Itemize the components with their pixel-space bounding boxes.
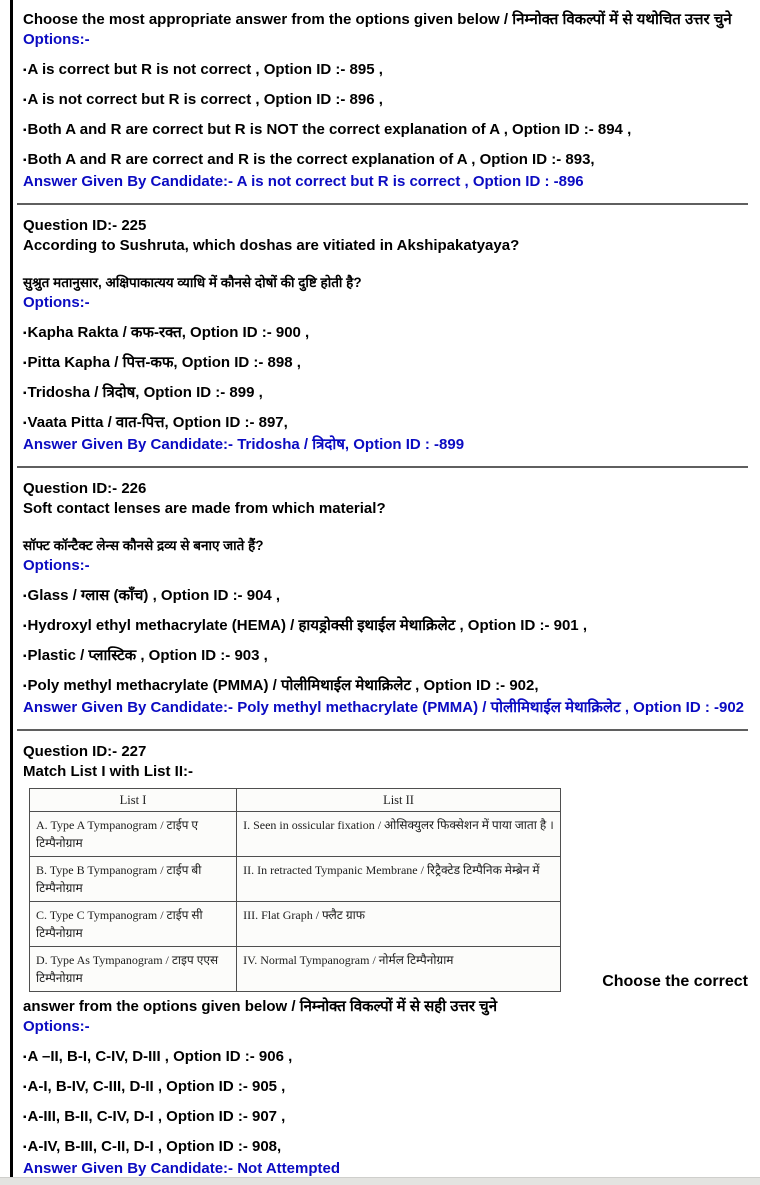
option-text: Poly methyl methacrylate (PMMA) / पोलीमिथाईल मेथाक्रिलेट , Option ID :- 902, bbox=[27, 677, 539, 694]
option-item bbox=[23, 121, 750, 140]
bullet-square-icon: ▪ bbox=[23, 418, 27, 429]
bullet-square-icon: ▪ bbox=[23, 591, 27, 602]
option-item bbox=[23, 647, 750, 666]
question-text-en: According to Sushruta, which doshas are vitiated in Akshipakatyaya? bbox=[23, 237, 520, 254]
question-block-224 bbox=[23, 9, 750, 192]
question-divider bbox=[17, 466, 748, 468]
options-label: Options:- bbox=[23, 557, 90, 574]
option-item bbox=[23, 324, 750, 343]
table-header-row bbox=[30, 789, 561, 812]
option-item bbox=[23, 151, 750, 170]
question-id: Question ID:- 227 bbox=[23, 743, 147, 760]
table-row bbox=[30, 947, 561, 992]
option-text: Pitta Kapha / पित्त-कफ, Option ID :- 898 , bbox=[27, 354, 301, 371]
option-text: Hydroxyl ethyl methacrylate (HEMA) / हायड्रोक्सी इथाईल मेथाक्रिलेट , Option ID :- 901 , bbox=[27, 617, 587, 634]
candidate-answer: Answer Given By Candidate:- Not Attempted bbox=[23, 1160, 340, 1177]
question-block-225 bbox=[23, 216, 750, 455]
bullet-square-icon: ▪ bbox=[23, 681, 27, 692]
bullet-square-icon: ▪ bbox=[23, 95, 27, 106]
option-text: A-IV, B-III, C-II, D-I , Option ID :- 908, bbox=[27, 1138, 282, 1155]
table-cell: C. Type C Tympanogram / टाईप सी टिम्पैनोग्राम bbox=[30, 902, 237, 947]
option-text: Glass / ग्लास (काँच) , Option ID :- 904 , bbox=[27, 587, 281, 604]
question-prompt: Choose the most appropriate answer from the options given below / निम्नोक्त विकल्पों में से यथोचित उत्तर चुने bbox=[23, 11, 732, 28]
bullet-square-icon: ▪ bbox=[23, 358, 27, 369]
question-id: Question ID:- 226 bbox=[23, 480, 147, 497]
bullet-square-icon: ▪ bbox=[23, 651, 27, 662]
bullet-square-icon: ▪ bbox=[23, 155, 27, 166]
option-item bbox=[23, 1138, 750, 1157]
option-text: A-III, B-II, C-IV, D-I , Option ID :- 907 , bbox=[27, 1108, 286, 1125]
option-text: A –II, B-I, C-IV, D-III , Option ID :- 906 , bbox=[27, 1048, 293, 1065]
match-table-row-wrap bbox=[23, 788, 750, 992]
option-text: Both A and R are correct and R is the correct explanation of A , Option ID :- 893, bbox=[27, 151, 595, 168]
options-label: Options:- bbox=[23, 294, 90, 311]
table-header-list1: List I bbox=[30, 789, 237, 812]
option-text: A is correct but R is not correct , Option ID :- 895 , bbox=[27, 61, 383, 78]
table-cell: III. Flat Graph / फ्लैट ग्राफ bbox=[237, 902, 561, 947]
question-divider bbox=[17, 203, 748, 205]
option-item bbox=[23, 414, 750, 433]
option-item bbox=[23, 354, 750, 373]
option-item bbox=[23, 1048, 750, 1067]
question-block-226 bbox=[23, 479, 750, 718]
option-text: Both A and R are correct but R is NOT the correct explanation of A , Option ID :- 894 , bbox=[27, 121, 632, 138]
options-label: Options:- bbox=[23, 31, 90, 48]
option-item bbox=[23, 61, 750, 80]
question-id: Question ID:- 225 bbox=[23, 217, 147, 234]
option-item bbox=[23, 1078, 750, 1097]
bullet-square-icon: ▪ bbox=[23, 1052, 27, 1063]
table-row bbox=[30, 857, 561, 902]
bullet-square-icon: ▪ bbox=[23, 65, 27, 76]
bullet-square-icon: ▪ bbox=[23, 125, 27, 136]
candidate-answer: Answer Given By Candidate:- Poly methyl methacrylate (PMMA) / पोलीमिथाईल मेथाक्रिलेट , Option ID : -902 bbox=[23, 699, 745, 716]
option-item bbox=[23, 617, 750, 636]
option-item bbox=[23, 384, 750, 403]
option-item bbox=[23, 677, 750, 696]
table-row bbox=[30, 812, 561, 857]
candidate-answer: Answer Given By Candidate:- Tridosha / त्रिदोष, Option ID : -899 bbox=[23, 436, 465, 453]
option-item bbox=[23, 587, 750, 606]
choose-correct-text: Choose the correct bbox=[602, 973, 748, 990]
options-label: Options:- bbox=[23, 1018, 90, 1035]
bullet-square-icon: ▪ bbox=[23, 1082, 27, 1093]
option-text: Vaata Pitta / वात-पित्त, Option ID :- 897, bbox=[27, 414, 288, 431]
option-text: A is not correct but R is correct , Option ID :- 896 , bbox=[27, 91, 383, 108]
table-cell: B. Type B Tympanogram / टाईप बी टिम्पैनोग्राम bbox=[30, 857, 237, 902]
question-text-hi: सुश्रुत मतानुसार, अक्षिपाकात्यय व्याधि में कौनसे दोषों की दुष्टि होती है? bbox=[23, 275, 362, 290]
question-text-hi: सॉफ्ट कॉन्टैक्ट लेन्स कौनसे द्रव्य से बनाए जाते हैं? bbox=[23, 538, 264, 553]
table-row bbox=[30, 902, 561, 947]
question-text-en: Soft contact lenses are made from which material? bbox=[23, 500, 386, 517]
table-cell: I. Seen in ossicular fixation / ओसिक्युलर फिक्सेशन में पाया जाता है । bbox=[237, 812, 561, 857]
table-cell: A. Type A Tympanogram / टाईप ए टिम्पैनोग्राम bbox=[30, 812, 237, 857]
option-text: Kapha Rakta / कफ-रक्त, Option ID :- 900 , bbox=[27, 324, 310, 341]
option-text: A-I, B-IV, C-III, D-II , Option ID :- 905 , bbox=[27, 1078, 286, 1095]
question-text-en: Match List I with List II:- bbox=[23, 763, 193, 780]
question-prompt-tail: answer from the options given below / निम्नोक्त विकल्पों में से सही उत्तर चुने bbox=[23, 998, 498, 1015]
option-item bbox=[23, 91, 750, 110]
question-block-227 bbox=[23, 742, 750, 1179]
bullet-square-icon: ▪ bbox=[23, 388, 27, 399]
table-cell: II. In retracted Tympanic Membrane / रिट्रैक्टेड टिम्पैनिक मेम्ब्रेन में bbox=[237, 857, 561, 902]
response-sheet-content bbox=[13, 0, 760, 1179]
candidate-answer: Answer Given By Candidate:- A is not correct but R is correct , Option ID : -896 bbox=[23, 173, 584, 190]
question-divider bbox=[17, 729, 748, 731]
table-cell: D. Type As Tympanogram / टाइप एएस टिम्पैनोग्राम bbox=[30, 947, 237, 992]
bullet-square-icon: ▪ bbox=[23, 1112, 27, 1123]
bullet-square-icon: ▪ bbox=[23, 621, 27, 632]
option-item bbox=[23, 1108, 750, 1127]
option-text: Tridosha / त्रिदोष, Option ID :- 899 , bbox=[27, 384, 263, 401]
bullet-square-icon: ▪ bbox=[23, 328, 27, 339]
table-cell: IV. Normal Tympanogram / नोर्मल टिम्पैनोग्राम bbox=[237, 947, 561, 992]
option-text: Plastic / प्लास्टिक , Option ID :- 903 , bbox=[27, 647, 268, 664]
bottom-page-strip bbox=[0, 1177, 760, 1185]
match-list-table bbox=[29, 788, 561, 992]
table-header-list2: List II bbox=[237, 789, 561, 812]
bullet-square-icon: ▪ bbox=[23, 1142, 27, 1153]
